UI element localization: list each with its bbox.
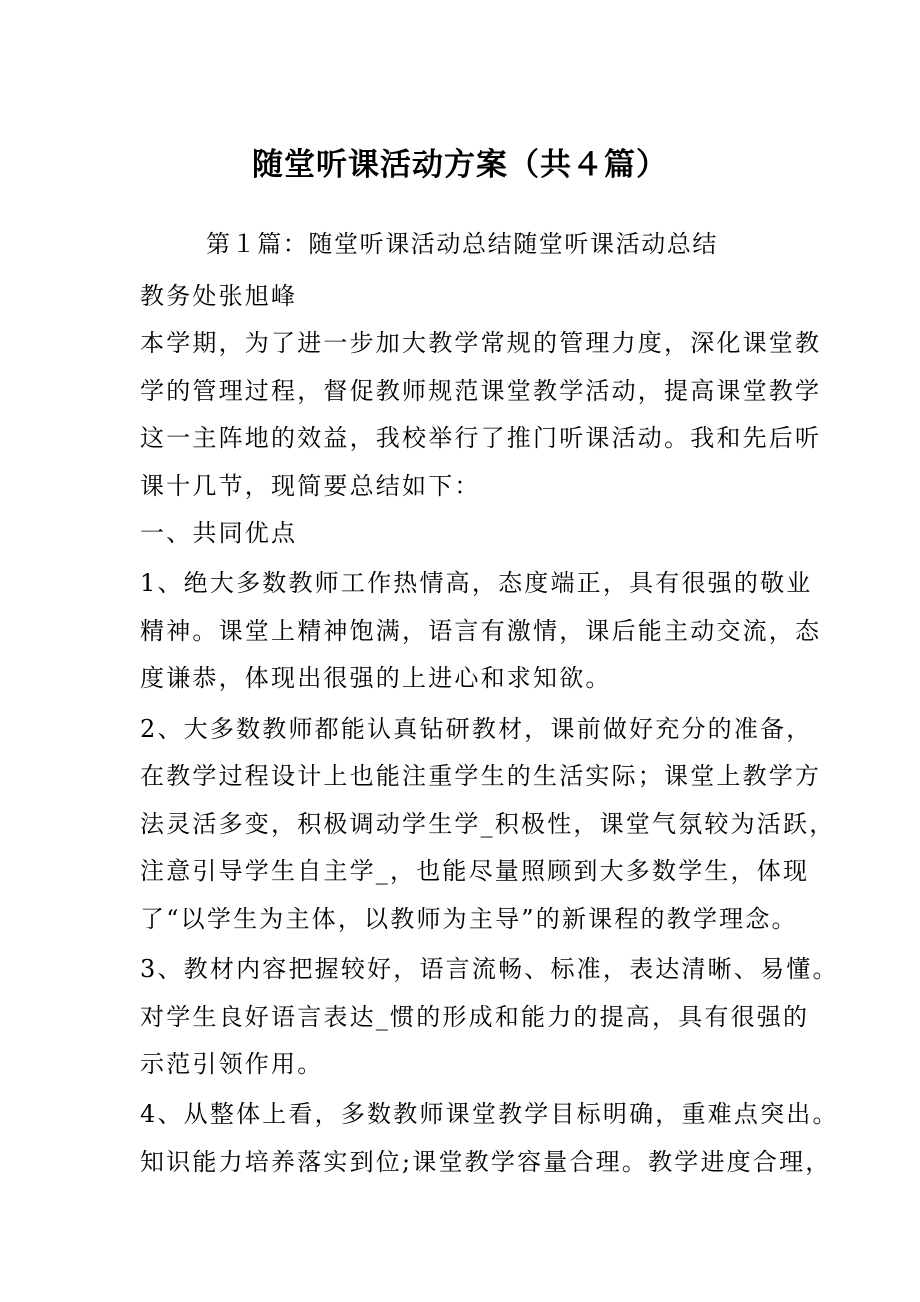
paragraph-line: 示范引领作用。 — [140, 1050, 324, 1078]
paragraph-line: 4、从整体上看，多数教师课堂教学目标明确，重难点突出。 — [140, 1100, 839, 1128]
paragraph-line: 注意引导学生自主学_，也能尽量照顾到大多数学生，体现 — [140, 857, 810, 885]
section-heading: 一、共同优点 — [140, 519, 298, 547]
paragraph-line: 在教学过程设计上也能注重学生的生活实际；课堂上教学方 — [140, 762, 822, 790]
chapter-subtitle: 第１篇：随堂听课活动总结随堂听课活动总结 — [206, 230, 718, 258]
paragraph-line: 1、绝大多数教师工作热情高，态度端正，具有很强的敬业 — [140, 569, 813, 597]
document-title: 随堂听课活动方案（共４篇） — [252, 147, 668, 183]
paragraph-line: 知识能力培养落实到位;课堂教学容量合理。教学进度合理， — [140, 1148, 832, 1176]
paragraph-line: 法灵活多变，积极调动学生学_积极性，课堂气氛较为活跃， — [140, 810, 836, 838]
paragraph-line: 2、大多数教师都能认真钻研教材，课前做好充分的准备， — [140, 715, 813, 743]
paragraph-line: 学的管理过程，督促教师规范课堂教学活动，提高课堂教学 — [140, 377, 822, 405]
paragraph-line: 度谦恭，体现出很强的上进心和求知欲。 — [140, 664, 612, 692]
paragraph-line: 了“以学生为主体，以教师为主导”的新课程的教学理念。 — [140, 905, 798, 933]
paragraph-line: 课十几节，现简要总结如下： — [140, 472, 481, 500]
paragraph-line: 精神。课堂上精神饱满，语言有激情，课后能主动交流，态 — [140, 617, 822, 645]
paragraph-line: 本学期，为了进一步加大教学常规的管理力度，深化课堂教 — [140, 329, 822, 357]
paragraph-line: 教务处张旭峰 — [140, 282, 298, 310]
paragraph-line: 对学生良好语言表达_惯的形成和能力的提高，具有很强的 — [140, 1003, 810, 1031]
paragraph-line: 3、教材内容把握较好，语言流畅、标准，表达清晰、易懂。 — [140, 955, 839, 983]
paragraph-line: 这一主阵地的效益，我校举行了推门听课活动。我和先后听 — [140, 424, 822, 452]
